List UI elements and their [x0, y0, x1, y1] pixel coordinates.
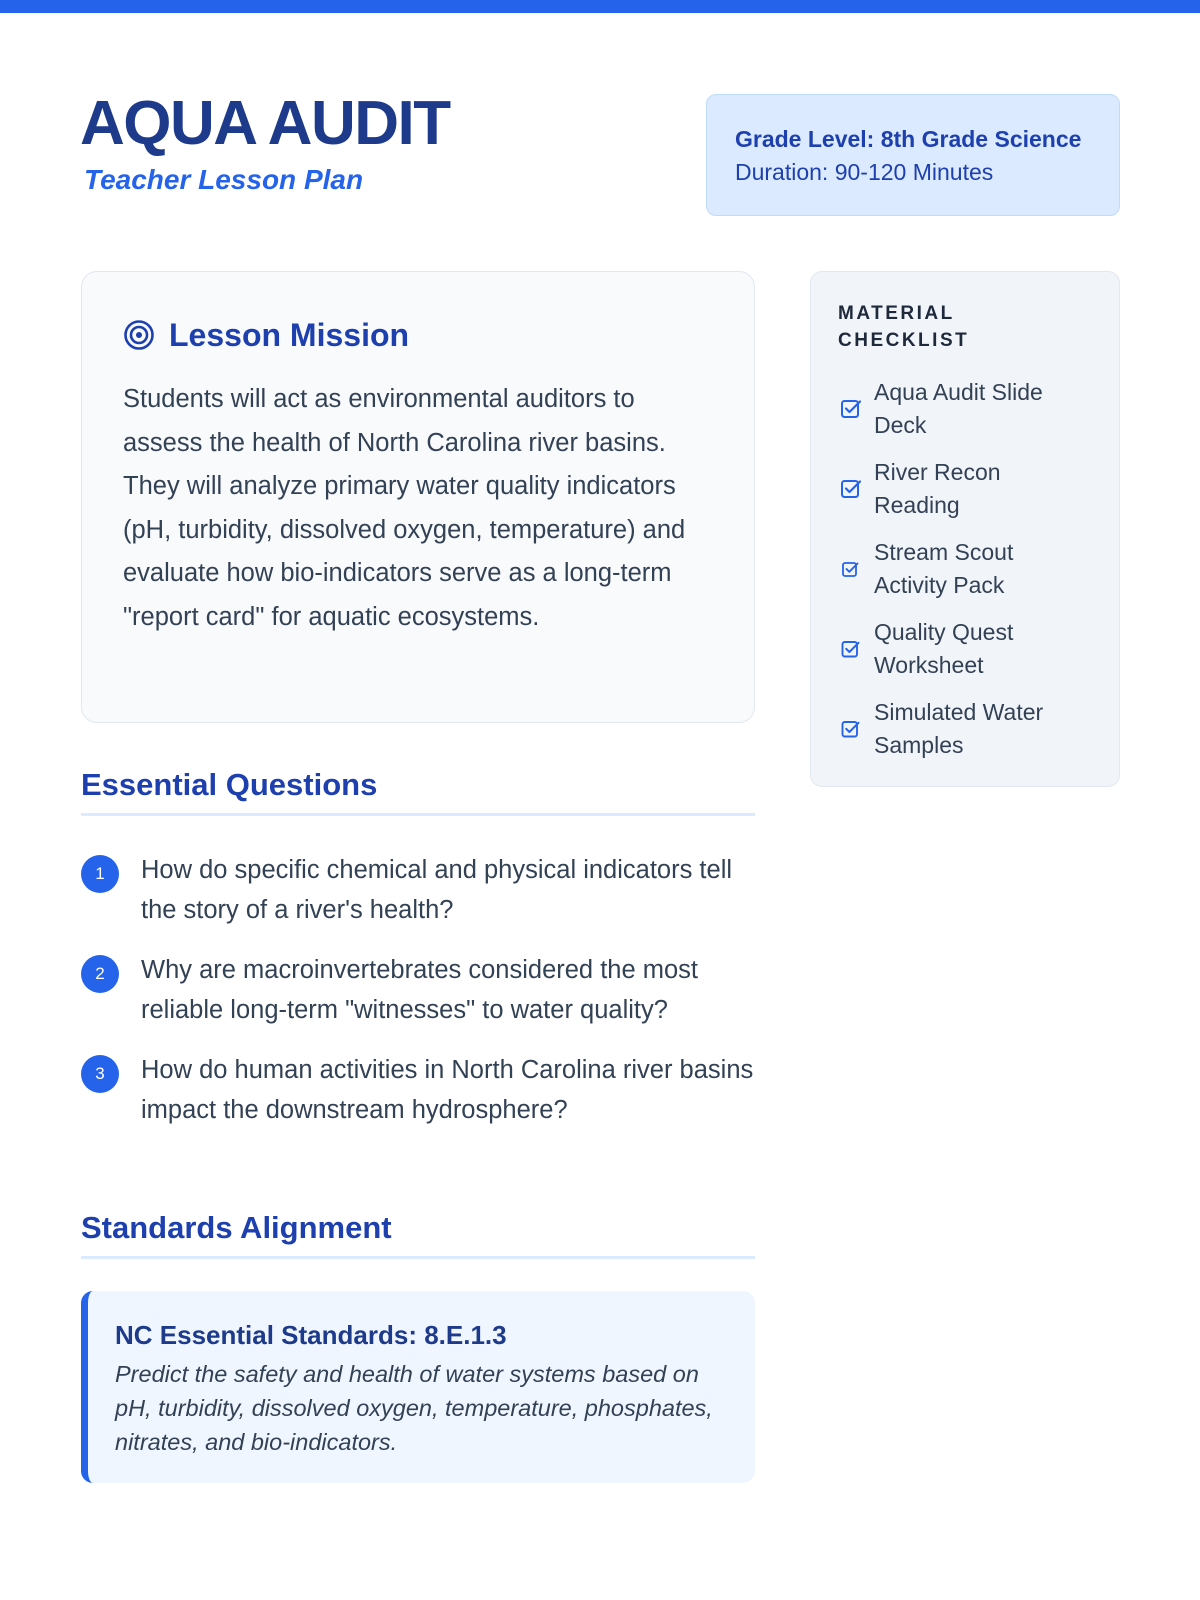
checklist-item [838, 376, 1119, 442]
material-checklist [810, 271, 1120, 787]
checkbox-icon [838, 396, 864, 422]
checklist-item [838, 456, 1119, 522]
top-accent-bar [0, 0, 1200, 13]
checklist-item-label: River Recon Reading [874, 459, 1001, 518]
question-item [81, 1050, 755, 1130]
question-item [81, 850, 755, 930]
lesson-mission-card [81, 271, 755, 723]
checklist-item [838, 536, 1119, 602]
question-number-badge: 1 [81, 855, 119, 893]
checkbox-icon [838, 476, 864, 502]
standards-heading: Standards Alignment [81, 1210, 755, 1259]
mission-text: Students will act as environmental auditors to assess the health of North Carolina river basins. They will analyze primary water quality indicators (pH, turbidity, dissolved oxygen, temperature) and evaluate how bio-indicators serve as a long-term "report card" for aquatic ecosystems. [123, 385, 686, 631]
essential-questions-heading: Essential Questions [81, 767, 755, 816]
checklist-item-label: Simulated Water Samples [874, 699, 1044, 758]
essential-questions-list [81, 850, 755, 1150]
question-item [81, 950, 755, 1030]
mission-title: Lesson Mission [169, 316, 410, 353]
page-title: AQUA AUDIT [80, 89, 450, 158]
checklist-item-label: Aqua Audit Slide Deck [874, 379, 1043, 438]
duration: Duration: 90-120 Minutes [735, 159, 994, 186]
question-text: How do human activities in North Carolina river basins impact the downstream hydrosphere? [141, 1056, 754, 1124]
checkbox-icon [838, 716, 864, 742]
question-number-badge: 3 [81, 1055, 119, 1093]
checklist-item-label: Quality Quest Worksheet [874, 619, 1014, 678]
grade-level: Grade Level: 8th Grade Science [735, 126, 1082, 152]
standard-card [81, 1291, 755, 1483]
checkbox-icon [838, 556, 864, 582]
standard-title: NC Essential Standards: 8.E.1.3 [115, 1320, 507, 1350]
mission-header [123, 316, 714, 354]
question-number-badge: 2 [81, 955, 119, 993]
checklist-title: MATERIAL CHECKLIST [838, 303, 970, 351]
checklist-items [838, 376, 1119, 762]
checklist-item [838, 696, 1119, 762]
checklist-item-label: Stream Scout Activity Pack [874, 539, 1014, 598]
checkbox-icon [838, 636, 864, 662]
page-subtitle: Teacher Lesson Plan [84, 164, 364, 195]
question-text: Why are macroinvertebrates considered the most reliable long-term "witnesses" to water quality? [141, 956, 698, 1024]
lesson-meta-box [706, 94, 1120, 216]
checklist-item [838, 616, 1119, 682]
question-text: How do specific chemical and physical indicators tell the story of a river's health? [141, 856, 733, 924]
target-icon [123, 319, 155, 351]
standard-text: Predict the safety and health of water systems based on pH, turbidity, dissolved oxygen, temperature, phosphates, nitrates, and bio-indicators. [115, 1360, 713, 1455]
